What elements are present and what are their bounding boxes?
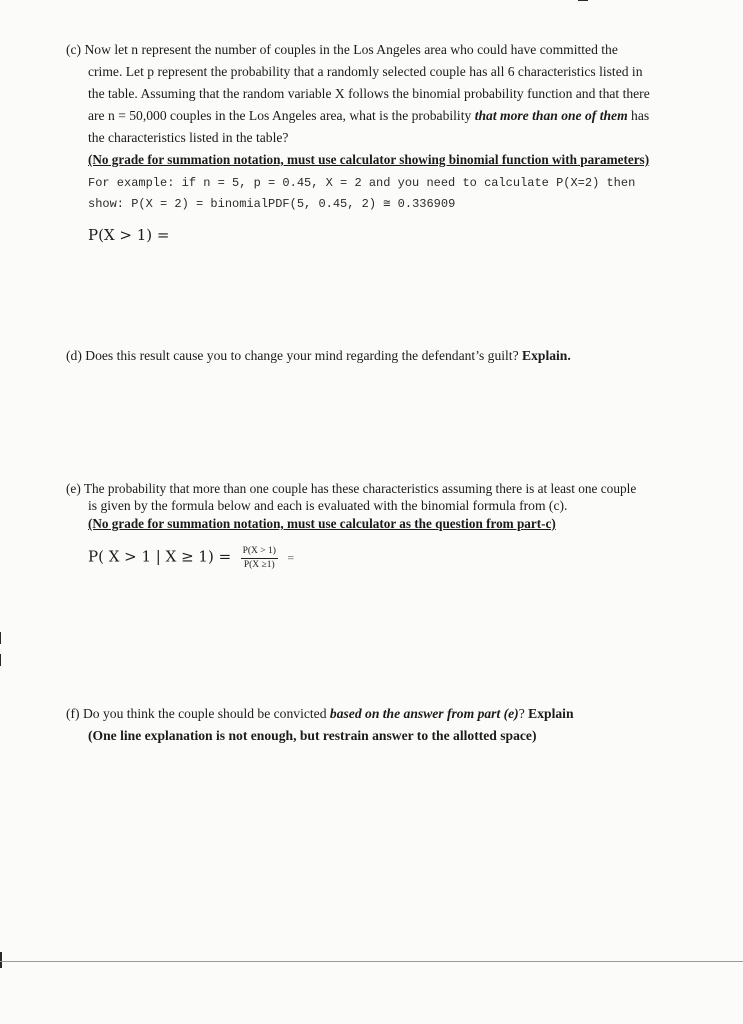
part-f-question [66, 703, 706, 725]
part-d-text: (d) Does this result cause you to change your mind regarding the defendant’s guilt? [66, 348, 519, 363]
part-c-example [66, 173, 706, 215]
part-f-section [66, 703, 706, 747]
part-c-example-line-2: show: P(X = 2) = binomialPDF(5, 0.45, 2) ≅ 0.336909 [88, 197, 456, 211]
part-d-question [66, 345, 706, 367]
part-c-formula: P(X > 1) = [88, 226, 170, 244]
part-c-example-line-1: For example: if n = 5, p = 0.45, X = 2 and you need to calculate P(X=2) then [88, 176, 636, 190]
scan-edge-mark-left-3 [0, 952, 2, 968]
part-f-explain: Explain [528, 706, 574, 721]
part-c-line-5: the characteristics listed in the table? [88, 130, 289, 145]
part-e-formula [66, 545, 716, 572]
part-e-fraction [241, 545, 278, 572]
part-c-grading-note: (No grade for summation notation, must use calculator showing binomial function with parameters) [88, 152, 650, 167]
part-c-line-1: (c) Now let n represent the number of couples in the Los Angeles area who could have committed the [66, 42, 618, 57]
part-e-grading-note: (No grade for summation notation, must use calculator as the question from part-c) [88, 516, 556, 531]
part-c-line-3: the table. Assuming that the random variable X follows the binomial probability function and that there [88, 86, 650, 101]
scan-edge-mark-left-2 [0, 654, 1, 666]
part-e-section [66, 478, 716, 572]
scan-edge-mark-left-1 [0, 632, 1, 644]
part-c-line-4-text: are n = 50,000 couples in the Los Angeles area, what is the probability [88, 108, 472, 123]
part-c-emphasis: that more than one of them [474, 108, 628, 123]
part-f-note: (One line explanation is not enough, but restrain answer to the allotted space) [88, 728, 537, 743]
bottom-divider [0, 961, 743, 962]
part-c-line-4 [66, 105, 706, 127]
part-e-line-2: is given by the formula below and each is evaluated with the binomial formula from (c). [88, 498, 568, 513]
part-f-suffix: ? [518, 706, 525, 721]
part-e-formula-equals: = [287, 550, 295, 565]
part-e-formula-lhs: P( X > 1 | X ≥ 1) = [88, 547, 232, 566]
part-f-emphasis: based on the answer from part (e) [329, 706, 519, 721]
part-c-after-emphasis: has [627, 108, 650, 123]
part-c-section [66, 39, 706, 246]
part-d-explain: Explain. [522, 348, 571, 363]
part-c-line-2: crime. Let p represent the probability that a randomly selected couple has all 6 characteristics listed in [88, 64, 643, 79]
part-d-section [66, 345, 706, 367]
scan-edge-mark-top [578, 0, 588, 1]
part-e-fraction-numerator: P(X > 1) [241, 545, 278, 559]
part-e-line-1: (e) The probability that more than one couple has these characteristics assuming there is at least one couple [66, 481, 637, 496]
part-e-fraction-denominator: P(X ≥1) [243, 560, 275, 570]
part-f-prefix: (f) Do you think the couple should be convicted [66, 706, 327, 721]
